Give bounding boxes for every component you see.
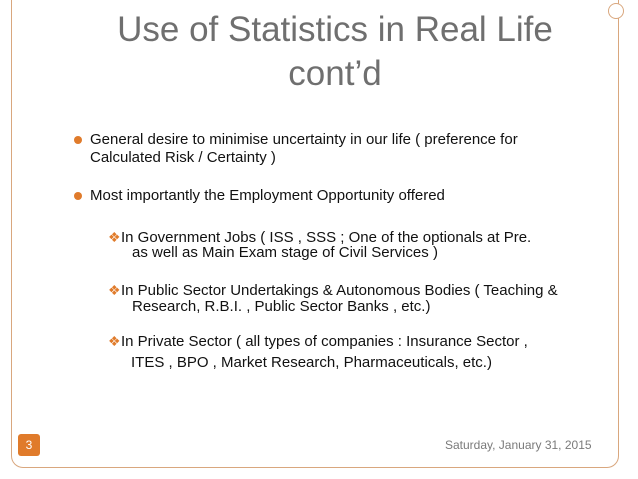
sub-bullet-3-line-2: ITES , BPO , Market Research, Pharmaceuticals, etc.) [131,354,492,371]
sub-bullet-1-line-1: In Government Jobs ( ISS , SSS ; One of the optionals at Pre. [121,229,532,246]
slide-title [100,8,570,96]
bullet-2-line-1: Most importantly the Employment Opportunity offered [90,187,445,204]
sub-bullet-1-line-2: as well as Main Exam stage of Civil Services ) [132,244,438,261]
page-number: 3 [18,434,40,456]
title-line-1: Use of Statistics in Real Life [117,10,553,49]
sub-bullet-2-line-1: In Public Sector Undertakings & Autonomous Bodies ( Teaching & [121,282,558,299]
diamond-bullet-icon: ❖ [108,282,121,298]
title-line-2: cont’d [288,54,382,93]
bullet-dot-1 [74,136,82,144]
bullet-1-line-1: General desire to minimise uncertainty in our life ( preference for [90,131,518,148]
sub-bullet-3-line-1: In Private Sector ( all types of companies : Insurance Sector , [121,333,528,350]
diamond-bullet-icon: ❖ [108,333,121,349]
diamond-bullet-icon: ❖ [108,229,121,245]
bullet-1-line-2: Calculated Risk / Certainty ) [90,149,276,166]
sub-bullet-2-line-2: Research, R.B.I. , Public Sector Banks , etc.) [132,298,431,315]
slide-date: Saturday, January 31, 2015 [445,438,592,452]
corner-circle [608,3,624,19]
bullet-dot-2 [74,192,82,200]
